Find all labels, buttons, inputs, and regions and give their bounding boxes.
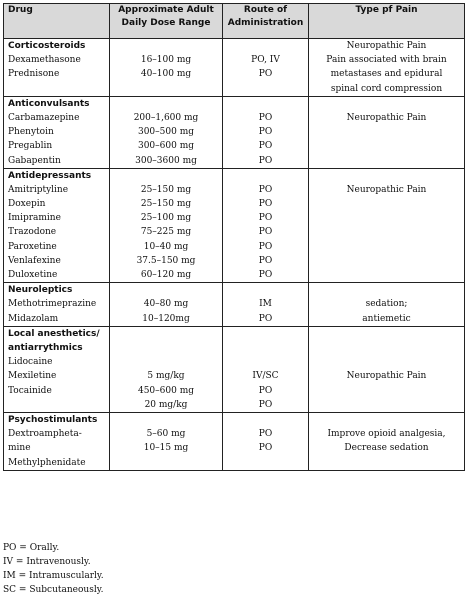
route-cell bbox=[223, 283, 309, 327]
drug-name: Dexamethasone bbox=[8, 55, 81, 66]
route-value: PO bbox=[258, 127, 273, 138]
drug-name: Imipramine bbox=[8, 213, 61, 224]
dose-cell bbox=[110, 283, 223, 327]
drug-cell bbox=[4, 96, 110, 168]
dose-value: 10–120mg bbox=[142, 313, 190, 324]
table-row bbox=[4, 283, 465, 327]
route-value: PO bbox=[258, 184, 273, 195]
drug-name: Venlafexine bbox=[8, 255, 61, 266]
route-value: PO bbox=[258, 270, 273, 281]
route-value: PO bbox=[258, 112, 273, 123]
route-value: PO bbox=[258, 429, 273, 440]
dose-value: 16–100 mg bbox=[140, 55, 192, 66]
table-header-row bbox=[4, 4, 465, 39]
footnotes bbox=[3, 541, 104, 597]
dose-value: 60–120 mg bbox=[140, 270, 192, 281]
dose-value: 25–150 mg bbox=[140, 199, 192, 210]
pain-text: Pain associated with brain bbox=[326, 55, 447, 66]
drug-name: Pregablin bbox=[8, 141, 53, 152]
drug-name: Amitriptyline bbox=[8, 184, 69, 195]
footnote: IM = Intramuscularly. bbox=[3, 571, 104, 581]
dose-cell bbox=[110, 96, 223, 168]
dose-value: 10–15 mg bbox=[143, 443, 189, 454]
category-label: Anticonvulsants bbox=[8, 98, 90, 109]
table-row bbox=[4, 96, 465, 168]
drug-cell bbox=[4, 326, 110, 412]
route-cell bbox=[223, 168, 309, 283]
pain-text: Improve opioid analgesia, bbox=[327, 429, 446, 440]
pain-text: metastases and epidural bbox=[330, 69, 443, 80]
drug-name: Mexiletine bbox=[8, 371, 57, 382]
category-label: Local anesthetics/ bbox=[8, 328, 100, 339]
dose-value bbox=[114, 355, 218, 369]
route-value: IM bbox=[259, 299, 272, 310]
drug-name: mine bbox=[8, 443, 31, 454]
pain-text: Neuropathic Pain bbox=[346, 112, 427, 123]
route-cell bbox=[223, 96, 309, 168]
table-row bbox=[4, 326, 465, 412]
drug-name: Methylphenidate bbox=[8, 457, 86, 468]
category-label: antiarrythmics bbox=[8, 343, 83, 353]
route-value: PO bbox=[258, 443, 273, 454]
pain-text: Neuropathic Pain bbox=[346, 41, 427, 51]
pain-cell bbox=[309, 96, 465, 168]
footnote: IV = Intravenously. bbox=[3, 557, 91, 567]
category-label: Neuroleptics bbox=[8, 285, 73, 296]
drug-name: Paroxetine bbox=[8, 241, 57, 252]
route-value: PO bbox=[258, 227, 273, 238]
drug-cell bbox=[4, 39, 110, 97]
dose-value: 25–100 mg bbox=[140, 213, 192, 224]
drug-cell bbox=[4, 283, 110, 327]
pain-text: Neuropathic Pain bbox=[346, 184, 427, 195]
group-anticonvulsants bbox=[4, 96, 465, 168]
route-value: PO bbox=[258, 155, 273, 166]
dose-value: 200–1,600 mg bbox=[133, 112, 199, 123]
drug-name: Gabapentin bbox=[8, 155, 61, 166]
dose-value: 37.5–150 mg bbox=[136, 255, 196, 266]
pain-cell bbox=[309, 39, 465, 97]
route-value: PO, IV bbox=[251, 55, 280, 66]
pain-text: sedation; bbox=[365, 299, 408, 310]
pain-text: Decrease sedation bbox=[344, 443, 429, 454]
analgesic-adjuvants-table bbox=[3, 3, 465, 471]
dose-value: 75–225 mg bbox=[140, 227, 192, 238]
dose-value: 5–60 mg bbox=[146, 429, 186, 440]
dose-cell bbox=[110, 168, 223, 283]
route-cell bbox=[223, 326, 309, 412]
pain-text: Neuropathic Pain bbox=[346, 371, 427, 382]
group-antidepressants bbox=[4, 168, 465, 283]
route-value: PO bbox=[258, 141, 273, 152]
footnote: PO = Orally. bbox=[3, 543, 60, 553]
drug-name: Trazodone bbox=[8, 227, 57, 238]
dose-value: 25–150 mg bbox=[140, 184, 192, 195]
drug-name: Phenytoin bbox=[8, 127, 54, 138]
drug-cell bbox=[4, 168, 110, 283]
table-row bbox=[4, 168, 465, 283]
route-value: PO bbox=[258, 313, 273, 324]
dose-value: 300–600 mg bbox=[137, 141, 194, 152]
dose-cell bbox=[110, 326, 223, 412]
table-row bbox=[4, 412, 465, 470]
pain-cell bbox=[309, 412, 465, 470]
group-local-anesthetics bbox=[4, 326, 465, 412]
drug-name: Lidocaine bbox=[8, 357, 53, 368]
header-route: Route of Administration bbox=[223, 4, 309, 39]
route-value: PO bbox=[258, 241, 273, 252]
route-cell bbox=[223, 412, 309, 470]
dose-value: 450–600 mg bbox=[137, 385, 194, 396]
drug-name bbox=[8, 398, 105, 412]
dose-cell bbox=[110, 39, 223, 97]
dose-value: 10–40 mg bbox=[143, 241, 189, 252]
dose-cell bbox=[110, 412, 223, 470]
route-value: PO bbox=[258, 213, 273, 224]
route-value: PO bbox=[258, 399, 273, 410]
pain-cell bbox=[309, 168, 465, 283]
route-value bbox=[227, 355, 304, 369]
drug-name: Midazolam bbox=[8, 313, 59, 324]
route-value: PO bbox=[258, 255, 273, 266]
route-value: PO bbox=[258, 199, 273, 210]
dose-value: 40–80 mg bbox=[143, 299, 189, 310]
drug-name: Carbamazepine bbox=[8, 112, 80, 123]
route-value: IV/SC bbox=[252, 371, 279, 382]
route-value: PO bbox=[258, 69, 273, 80]
drug-name: Doxepin bbox=[8, 199, 46, 210]
dose-value: 20 mg/kg bbox=[144, 399, 188, 410]
drug-name: Prednisone bbox=[8, 69, 60, 80]
route-value: PO bbox=[258, 385, 273, 396]
dose-value: 40–100 mg bbox=[140, 69, 192, 80]
drug-name: Tocainide bbox=[8, 385, 52, 396]
category-label: Antidepressants bbox=[8, 170, 92, 181]
header-dose: Approximate Adult Daily Dose Range bbox=[110, 4, 223, 39]
pain-text: spinal cord compression bbox=[330, 83, 443, 94]
route-cell bbox=[223, 39, 309, 97]
dose-value: 5 mg/kg bbox=[147, 371, 185, 382]
dose-value: 300–500 mg bbox=[137, 127, 194, 138]
group-corticosteroids bbox=[4, 39, 465, 97]
header-drug: Drug bbox=[4, 4, 110, 39]
drug-name: Duloxetine bbox=[8, 270, 58, 281]
dose-value: 300–3600 mg bbox=[135, 155, 197, 166]
table-row bbox=[4, 39, 465, 97]
pain-text: antiemetic bbox=[362, 313, 411, 324]
pain-cell bbox=[309, 283, 465, 327]
drug-name: Dextroampheta- bbox=[8, 429, 82, 440]
category-label: Psychostimulants bbox=[8, 414, 98, 425]
drug-cell bbox=[4, 412, 110, 470]
group-neuroleptics bbox=[4, 283, 465, 327]
footnote: SC = Subcutaneously. bbox=[3, 585, 104, 595]
group-psychostimulants bbox=[4, 412, 465, 470]
drug-name: Methotrimeprazine bbox=[8, 299, 97, 310]
category-label: Corticosteroids bbox=[8, 41, 86, 51]
pain-cell bbox=[309, 326, 465, 412]
header-pain-type: Type pf Pain bbox=[309, 4, 465, 39]
